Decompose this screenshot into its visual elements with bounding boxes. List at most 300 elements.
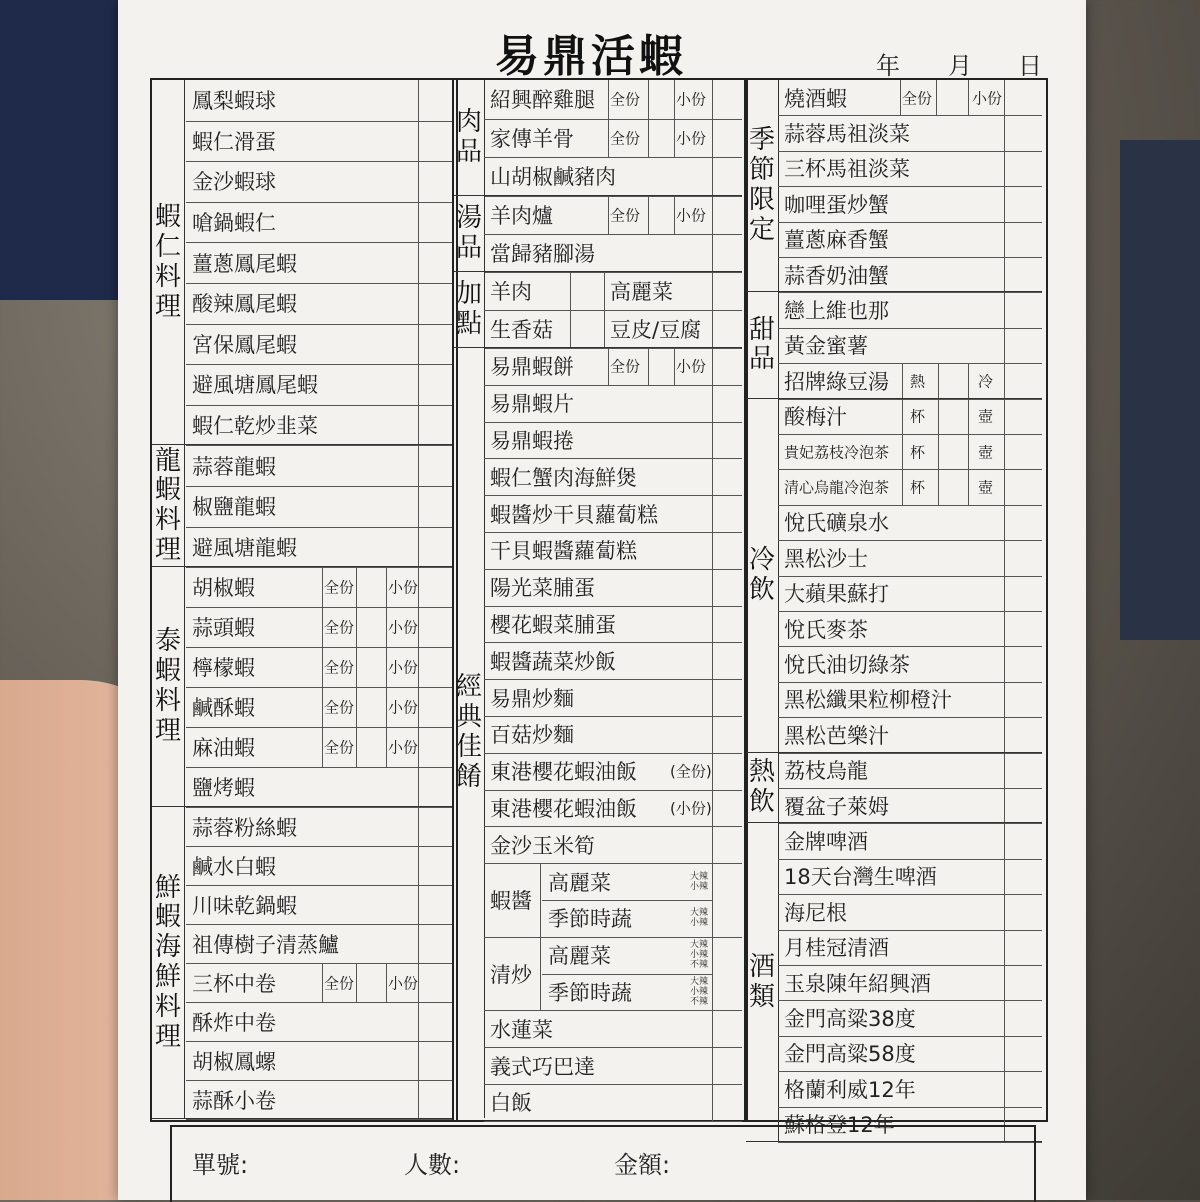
cell-divider [712, 1084, 713, 1121]
menu-item-name: 覆盆子萊姆 [784, 794, 889, 819]
menu-item-row [484, 422, 742, 460]
cell-divider [418, 1080, 419, 1119]
menu-item-name: 季節時蔬 [548, 907, 632, 932]
menu-item-row [484, 385, 742, 423]
menu-item-row [484, 157, 742, 197]
cell-divider [540, 937, 541, 1011]
cell-divider [418, 364, 419, 405]
menu-item-row [186, 1002, 452, 1042]
menu-item-name: 麻油蝦 [192, 736, 255, 761]
menu-item-row [484, 310, 742, 349]
menu-item-row [186, 242, 452, 284]
cell-divider [968, 363, 969, 398]
menu-item-name: 高麗菜 [610, 280, 673, 304]
section-divider [152, 1118, 452, 1119]
size-pot-tag: 壺 [978, 443, 994, 462]
background-box [0, 0, 120, 300]
cell-divider [418, 405, 419, 446]
menu-item-name: 義式巧巴達 [490, 1054, 595, 1079]
menu-item-row [186, 567, 452, 608]
cell-divider [608, 119, 609, 158]
menu-item-row [778, 753, 1042, 789]
cell-divider [938, 399, 939, 434]
menu-item-name: 水蓮菜 [490, 1017, 553, 1042]
menu-item-name: 紹興醉雞腿 [490, 88, 595, 113]
menu-item-name: 季節時蔬 [548, 980, 632, 1005]
category-label: 酒 類 [746, 823, 779, 1142]
menu-item-row [186, 687, 452, 728]
menu-item-name: 黑松沙士 [784, 546, 868, 571]
cell-divider [712, 716, 713, 753]
cell-divider [648, 348, 649, 385]
menu-item-name: 蒜蓉龍蝦 [192, 454, 276, 479]
cell-divider [1004, 717, 1005, 752]
menu-item-row [484, 826, 742, 864]
cell-divider [540, 863, 541, 937]
menu-item-name: 蒜香奶油蟹 [784, 263, 889, 288]
category-label: 冷 飲 [746, 399, 779, 753]
cell-divider [712, 606, 713, 643]
cell-divider [712, 1047, 713, 1084]
menu-item-name: 白飯 [490, 1091, 532, 1116]
menu-item-row [484, 234, 742, 273]
menu-item-row [542, 974, 712, 1012]
cell-divider [712, 196, 713, 234]
menu-item-row [778, 930, 1042, 966]
cell-divider [418, 202, 419, 243]
portion-note: (小份) [670, 799, 712, 818]
menu-item-row [542, 863, 712, 901]
cell-divider [1004, 292, 1005, 327]
size-cup-tag: 杯 [910, 407, 926, 426]
cell-divider [1004, 682, 1005, 717]
cell-divider [418, 567, 419, 607]
menu-item-row [484, 753, 742, 791]
menu-item-name: 貴妃荔枝冷泡茶 [784, 443, 890, 462]
menu-item-row [484, 272, 742, 311]
spice-level-options: 大辣 小辣 [689, 908, 708, 929]
menu-item-row [778, 222, 1042, 258]
menu-item-name: 酥炸中卷 [192, 1010, 276, 1035]
cell-divider [712, 863, 713, 937]
menu-item-name: 招牌綠豆湯 [784, 369, 889, 394]
category-label: 蝦 仁 料 理 [152, 80, 185, 445]
menu-item-row [778, 823, 1042, 859]
cell-divider [712, 1010, 713, 1047]
menu-item-row [778, 1036, 1042, 1072]
menu-item-row [778, 80, 1042, 116]
cell-divider [418, 687, 419, 727]
cell-divider [902, 469, 903, 504]
menu-item-row [186, 963, 452, 1003]
menu-item-name: 悅氏麥茶 [784, 617, 868, 642]
cell-divider [674, 196, 675, 234]
menu-item-row [778, 363, 1042, 399]
cell-divider [418, 727, 419, 767]
temp-hot-tag: 熱 [910, 372, 926, 391]
section-divider [454, 271, 742, 272]
cell-divider [674, 119, 675, 158]
cell-divider [1004, 505, 1005, 540]
cell-divider [938, 363, 939, 398]
cell-divider [1004, 1036, 1005, 1071]
cell-divider [968, 469, 969, 504]
cell-divider [712, 826, 713, 863]
menu-item-name: 黑松芭樂汁 [784, 723, 889, 748]
menu-item-name: 蝦仁蟹肉海鮮煲 [490, 465, 637, 490]
amount-label: 金額: [614, 1151, 671, 1179]
menu-item-row [778, 576, 1042, 612]
spice-level-options: 大辣 小辣 [689, 871, 708, 892]
cell-divider [418, 607, 419, 647]
menu-item-row [186, 807, 452, 847]
menu-item-name: 椒鹽龍蝦 [192, 495, 276, 520]
cell-divider [712, 234, 713, 272]
menu-item-row [484, 532, 742, 570]
cell-divider [674, 80, 675, 119]
menu-item-name: 金沙玉米筍 [490, 833, 595, 858]
menu-item-name: 羊肉爐 [490, 204, 553, 228]
cell-divider [1004, 186, 1005, 221]
background-object [1120, 140, 1200, 640]
menu-item-name: 祖傳樹子清蒸鱸 [192, 932, 339, 957]
portion-small-tag: 小份 [388, 738, 419, 757]
cell-divider [712, 385, 713, 422]
portion-small-tag: 小份 [388, 658, 419, 677]
menu-item-row [484, 1047, 742, 1085]
menu-item-row [186, 1080, 452, 1120]
cell-divider [648, 80, 649, 119]
category-label: 鮮 蝦 海 鮮 料 理 [152, 807, 185, 1119]
menu-item-name: 櫻花蝦菜脯蛋 [490, 612, 616, 637]
cell-divider [418, 963, 419, 1002]
menu-item-row [778, 717, 1042, 753]
cell-divider [1004, 823, 1005, 858]
menu-item-name: 鹹水白蝦 [192, 854, 276, 879]
category-label: 湯 品 [454, 196, 485, 272]
menu-item-row [484, 642, 742, 680]
cell-divider [1004, 469, 1005, 504]
menu-item-name: 鳳梨蝦球 [192, 89, 276, 114]
cell-divider [900, 80, 901, 115]
menu-item-row [484, 1084, 742, 1122]
cell-divider [386, 963, 387, 1002]
menu-item-row [778, 505, 1042, 541]
cell-divider [1004, 611, 1005, 646]
cell-divider [570, 272, 571, 310]
cell-divider [418, 161, 419, 202]
menu-item-row [484, 1010, 742, 1048]
cell-divider [386, 687, 387, 727]
date-month: 月 [948, 52, 972, 80]
menu-item-row [778, 257, 1042, 293]
cell-divider [712, 495, 713, 532]
category-label: 肉 品 [454, 80, 485, 196]
cell-divider [322, 647, 323, 687]
menu-item-row [484, 348, 742, 386]
cell-divider [356, 963, 357, 1002]
menu-item-name: 高麗菜 [548, 944, 611, 969]
cell-divider [1004, 328, 1005, 363]
cell-divider [386, 647, 387, 687]
cell-divider [1004, 257, 1005, 292]
menu-item-name: 東港櫻花蝦油飯 [490, 760, 637, 785]
portion-full-tag: 全份 [610, 357, 641, 376]
cell-divider [712, 80, 713, 119]
footer-box [170, 1125, 1036, 1202]
menu-item-name: 當歸豬腳湯 [490, 242, 595, 266]
menu-item-name: 戀上維也那 [784, 299, 889, 324]
menu-item-row [186, 405, 452, 447]
cell-divider [1004, 753, 1005, 788]
menu-item-name: 玉泉陳年紹興酒 [784, 971, 931, 996]
cell-divider [712, 937, 713, 1011]
menu-item-row [778, 682, 1042, 718]
cell-divider [356, 727, 357, 767]
cell-divider [1004, 222, 1005, 257]
cell-divider [1004, 399, 1005, 434]
cell-divider [712, 642, 713, 679]
cell-divider [1004, 965, 1005, 1000]
cell-divider [1004, 1071, 1005, 1106]
cell-divider [902, 434, 903, 469]
menu-item-name: 易鼎蝦片 [490, 392, 574, 417]
menu-item-name: 蝦仁滑蛋 [192, 129, 276, 154]
menu-item-name: 高麗菜 [548, 870, 611, 895]
size-pot-tag: 壺 [978, 478, 994, 497]
category-label: 加 點 [454, 272, 485, 348]
menu-item-name: 三杯馬祖淡菜 [784, 157, 910, 182]
cell-divider [1004, 434, 1005, 469]
sub-group-label: 清炒 [490, 962, 532, 987]
cell-divider [604, 310, 605, 348]
menu-item-name: 避風塘鳳尾蝦 [192, 373, 318, 398]
cell-divider [648, 196, 649, 234]
portion-small-tag: 小份 [676, 129, 707, 148]
cell-divider [356, 687, 357, 727]
menu-item-row [778, 1000, 1042, 1036]
menu-item-row [186, 885, 452, 925]
cell-divider [356, 607, 357, 647]
menu-item-row [186, 161, 452, 203]
portion-small-tag: 小份 [676, 206, 707, 225]
section-divider [454, 195, 742, 196]
restaurant-title: 易鼎活蝦 [495, 31, 687, 82]
cell-divider [418, 121, 419, 162]
menu-item-name: 悅氏礦泉水 [784, 511, 889, 536]
size-cup-tag: 杯 [910, 443, 926, 462]
menu-item-row [186, 486, 452, 528]
cell-divider [386, 727, 387, 767]
menu-item-row [778, 328, 1042, 364]
cell-divider [386, 567, 387, 607]
cell-divider [712, 272, 713, 310]
menu-item-name: 干貝蝦醬蘿蔔糕 [490, 539, 637, 564]
menu-item-name: 蝦仁乾炒韭菜 [192, 414, 318, 439]
cell-divider [322, 607, 323, 647]
menu-item-row [484, 458, 742, 496]
cell-divider [608, 348, 609, 385]
cell-divider [938, 434, 939, 469]
menu-item-name: 金門高粱58度 [784, 1042, 916, 1067]
cell-divider [418, 80, 419, 121]
menu-item-name: 嗆鍋蝦仁 [192, 211, 276, 236]
menu-item-name: 黑松纖果粒柳橙汁 [784, 688, 952, 713]
cell-divider [902, 399, 903, 434]
portion-small-tag: 小份 [388, 618, 419, 637]
menu-item-name: 易鼎蝦捲 [490, 428, 574, 453]
menu-item-row [186, 1041, 452, 1081]
cell-divider [1004, 576, 1005, 611]
menu-item-row [778, 186, 1042, 222]
menu-item-row [778, 646, 1042, 682]
cell-divider [418, 885, 419, 924]
menu-item-name: 燒酒蝦 [784, 86, 847, 111]
cell-divider [712, 348, 713, 385]
cell-divider [1004, 1000, 1005, 1035]
cell-divider [968, 434, 969, 469]
cell-divider [712, 157, 713, 196]
menu-item-row [186, 767, 452, 808]
menu-item-row [484, 495, 742, 533]
menu-item-name: 黃金蜜薯 [784, 334, 868, 359]
cell-divider [418, 807, 419, 846]
cell-divider [418, 846, 419, 885]
portion-small-tag: 小份 [972, 89, 1003, 108]
portion-full-tag: 全份 [324, 578, 355, 597]
cell-divider [570, 310, 571, 348]
menu-item-name: 海尼根 [784, 900, 847, 925]
portion-note: (全份) [670, 762, 712, 781]
menu-item-name: 易鼎炒麵 [490, 686, 574, 711]
section-divider [454, 347, 742, 348]
cell-divider [418, 242, 419, 283]
menu-item-name: 荔枝烏龍 [784, 759, 868, 784]
menu-item-row [778, 965, 1042, 1001]
cell-divider [608, 80, 609, 119]
menu-item-name: 悅氏油切綠茶 [784, 653, 910, 678]
menu-item-name: 山胡椒鹹豬肉 [490, 165, 616, 190]
category-label: 龍 蝦 料 理 [152, 445, 185, 567]
menu-item-row [778, 894, 1042, 930]
menu-item-row [778, 859, 1042, 895]
menu-item-row [186, 445, 452, 487]
cell-divider [1004, 646, 1005, 681]
category-label: 季 節 限 定 [746, 80, 779, 292]
cell-divider [902, 363, 903, 398]
cell-divider [418, 445, 419, 486]
menu-item-row [186, 607, 452, 648]
menu-item-name: 生香菇 [490, 318, 553, 342]
menu-item-name: 蝦醬炒干貝蘿蔔糕 [490, 502, 658, 527]
cell-divider [418, 486, 419, 527]
menu-item-row [778, 611, 1042, 647]
menu-item-name: 咖哩蛋炒蟹 [784, 192, 889, 217]
menu-item-name: 檸檬蝦 [192, 656, 255, 681]
cell-divider [604, 272, 605, 310]
spice-level-options: 大辣 小辣 不辣 [689, 976, 708, 1007]
cell-divider [322, 687, 323, 727]
category-label: 泰 蝦 料 理 [152, 567, 185, 807]
menu-item-row [186, 727, 452, 768]
portion-full-tag: 全份 [324, 658, 355, 677]
cell-divider [1004, 540, 1005, 575]
cell-divider [968, 80, 969, 115]
menu-item-row [186, 924, 452, 964]
temp-cold-tag: 冷 [978, 372, 994, 391]
portion-small-tag: 小份 [388, 974, 419, 993]
menu-item-row [186, 846, 452, 886]
cell-divider [418, 1002, 419, 1041]
menu-item-row [778, 115, 1042, 151]
portion-full-tag: 全份 [324, 618, 355, 637]
date-day: 日 [1018, 52, 1042, 80]
date-year: 年 [876, 52, 900, 80]
menu-item-name: 胡椒鳳螺 [192, 1049, 276, 1074]
cell-divider [968, 399, 969, 434]
menu-item-row [484, 716, 742, 754]
menu-item-row [778, 540, 1042, 576]
menu-item-name: 月桂冠清酒 [784, 936, 889, 961]
cell-divider [674, 348, 675, 385]
menu-item-row [778, 1071, 1042, 1107]
cell-divider [386, 607, 387, 647]
menu-item-name: 蘇格登12年 [784, 1113, 895, 1138]
menu-item-row [186, 121, 452, 163]
menu-item-name: 易鼎蝦餅 [490, 355, 574, 380]
menu-item-row [484, 80, 742, 120]
cell-divider [712, 422, 713, 459]
cell-divider [418, 527, 419, 568]
menu-item-row [186, 80, 452, 122]
cell-divider [608, 196, 609, 234]
portion-full-tag: 全份 [324, 698, 355, 717]
menu-item-row [484, 569, 742, 607]
portion-small-tag: 小份 [388, 698, 419, 717]
menu-item-row [542, 900, 712, 938]
cell-divider [712, 458, 713, 495]
menu-item-name: 避風塘龍蝦 [192, 535, 297, 560]
menu-item-name: 家傳羊骨 [490, 126, 574, 151]
menu-item-row [186, 364, 452, 406]
portion-full-tag: 全份 [610, 90, 641, 109]
cell-divider [1004, 930, 1005, 965]
cell-divider [712, 753, 713, 790]
menu-item-row [186, 647, 452, 688]
cell-divider [418, 767, 419, 807]
cell-divider [418, 924, 419, 963]
size-pot-tag: 壺 [978, 407, 994, 426]
menu-item-name: 川味乾鍋蝦 [192, 893, 297, 918]
cell-divider [322, 567, 323, 607]
category-label: 熱 飲 [746, 753, 779, 824]
portion-small-tag: 小份 [676, 90, 707, 109]
menu-item-name: 蒜酥小卷 [192, 1088, 276, 1113]
cell-divider [936, 80, 937, 115]
cell-divider [1004, 115, 1005, 150]
menu-item-name: 蒜蓉馬祖淡菜 [784, 122, 910, 147]
category-label: 甜 品 [746, 292, 779, 398]
size-cup-tag: 杯 [910, 478, 926, 497]
menu-item-row [778, 151, 1042, 187]
menu-item-name: 蒜蓉粉絲蝦 [192, 815, 297, 840]
cell-divider [1004, 894, 1005, 929]
menu-item-name: 羊肉 [490, 280, 532, 304]
menu-item-row [186, 324, 452, 366]
menu-item-row [778, 434, 1042, 470]
menu-item-row [186, 283, 452, 325]
menu-item-row [778, 292, 1042, 328]
